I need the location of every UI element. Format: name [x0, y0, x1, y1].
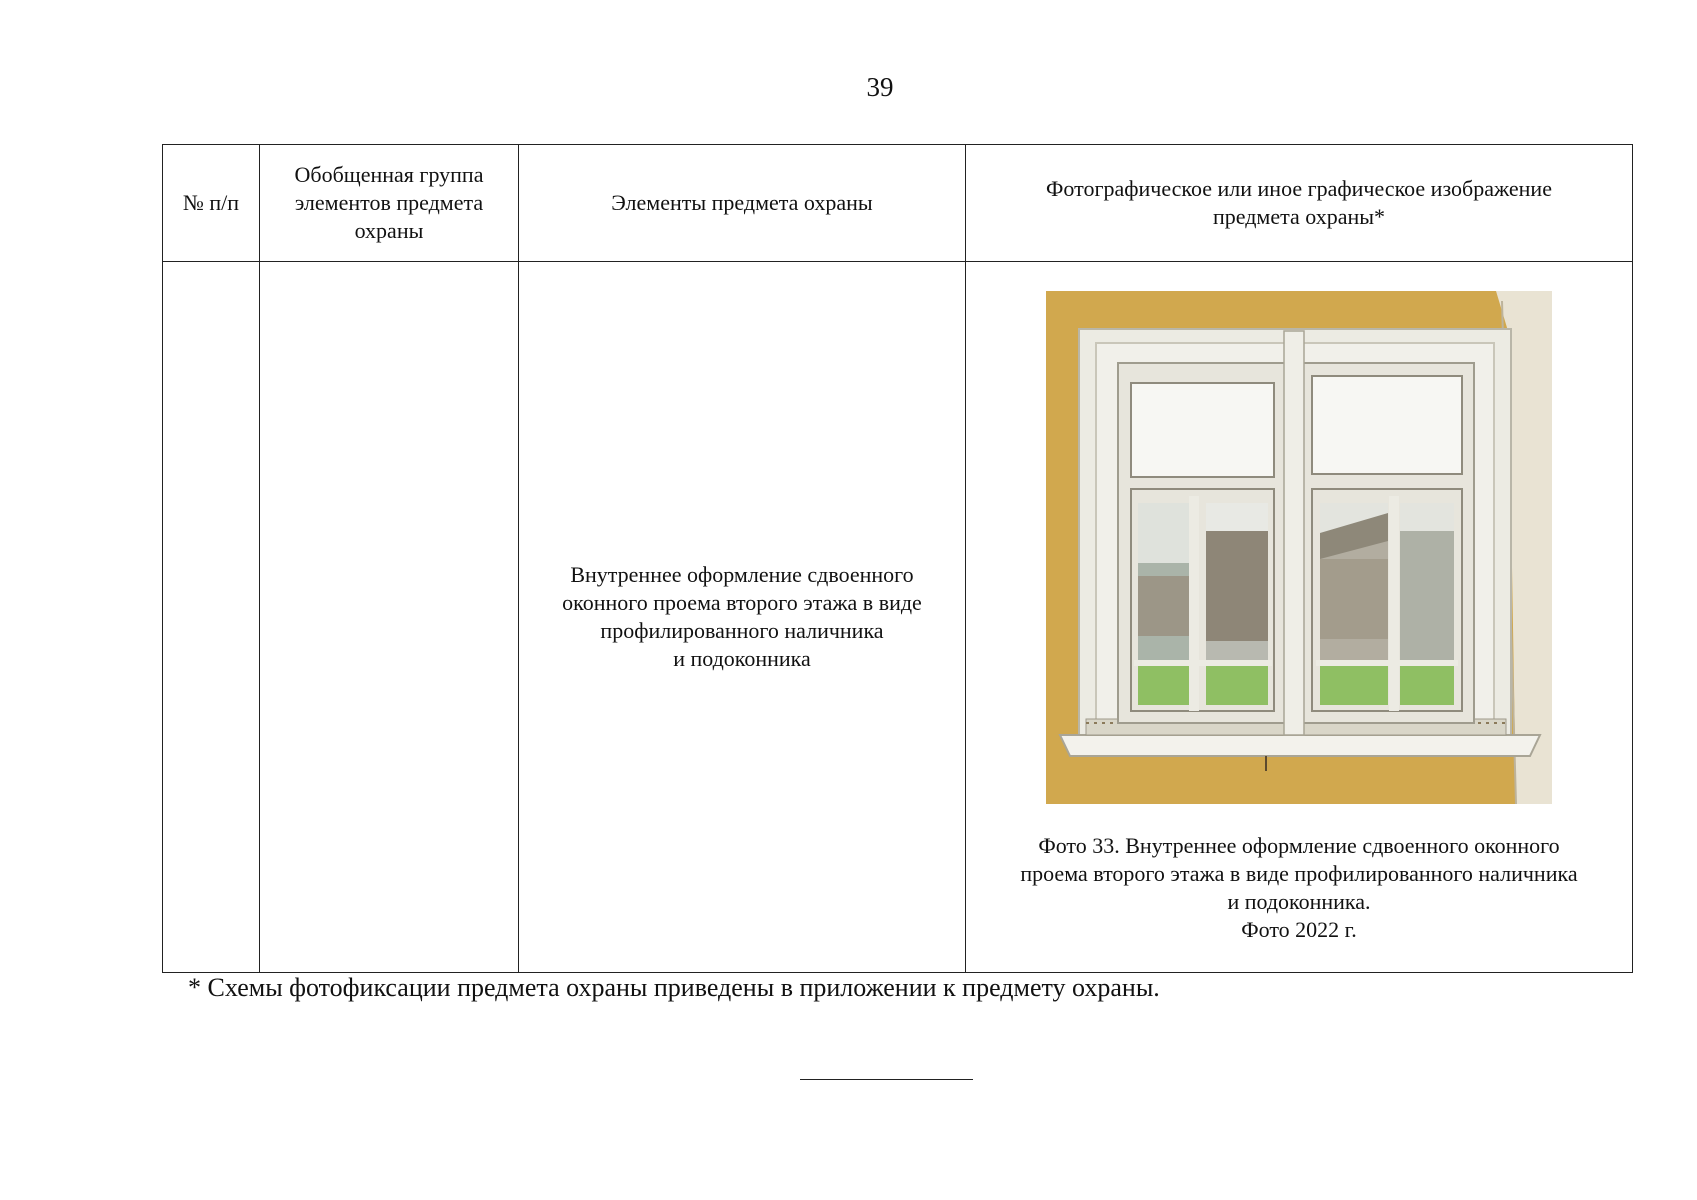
header-num-label: № п/п — [182, 190, 240, 215]
cell-group — [260, 262, 519, 973]
caption-line: Фото 2022 г. — [1241, 916, 1357, 942]
window-photo — [1046, 291, 1552, 804]
header-group-label: Обобщенная группа элементов предмета охраны — [294, 162, 484, 243]
element-line: оконного проема второго этажа в виде — [562, 590, 922, 615]
page-number: 39 — [866, 72, 894, 102]
header-group — [260, 145, 519, 262]
photo-block — [966, 291, 1632, 804]
photo-caption — [966, 832, 1632, 944]
table-row — [163, 262, 1633, 973]
cell-num — [163, 262, 260, 973]
footnote: * Схемы фотофиксации предмета охраны приведены в приложении к предмету охраны. — [188, 973, 1160, 1002]
cell-photo — [966, 262, 1633, 973]
heritage-table — [162, 144, 1633, 973]
caption-line: проема второго этажа в виде профилированного наличника — [1020, 860, 1578, 886]
header-elements — [519, 145, 966, 262]
element-line: профилированного наличника — [600, 618, 884, 643]
header-photo-label: Фотографическое или иное графическое изображение предмета охраны* — [1046, 176, 1552, 229]
header-elements-label: Элементы предмета охраны — [611, 190, 873, 215]
caption-line: Фото 33. Внутреннее оформление сдвоенного оконного — [1038, 832, 1560, 858]
cell-elements — [519, 262, 966, 973]
header-photo — [966, 145, 1633, 262]
end-rule — [800, 1079, 973, 1080]
header-num — [163, 145, 260, 262]
table-header-row — [163, 145, 1633, 262]
element-line: и подоконника — [673, 646, 811, 671]
element-description — [519, 561, 965, 673]
element-line: Внутреннее оформление сдвоенного — [570, 562, 914, 587]
caption-line: и подоконника. — [1227, 888, 1371, 914]
